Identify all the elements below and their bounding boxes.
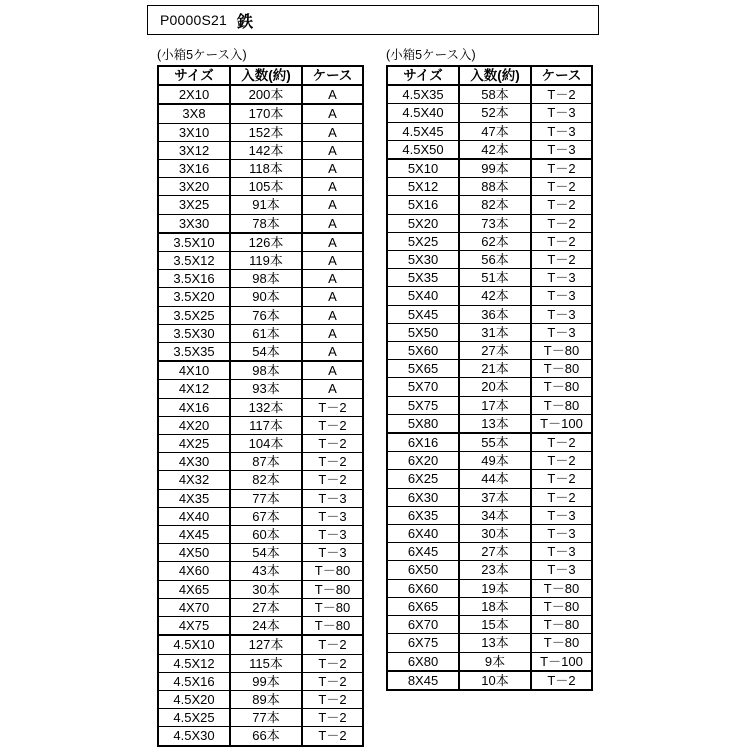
cell-case: T－3 [531,561,592,579]
cell-case: T－80 [531,396,592,414]
cell-count: 34本 [459,506,531,524]
cell-size: 6X35 [387,506,459,524]
cell-size: 4X35 [158,489,230,507]
cell-size: 3X20 [158,178,230,196]
cell-count: 36本 [459,305,531,323]
cell-size: 4.5X45 [387,122,459,140]
table-row [158,727,363,746]
table-row [158,544,363,562]
cell-count: 21本 [459,360,531,378]
cell-size: 4X25 [158,435,230,453]
table-row [387,525,592,543]
cell-count: 99本 [459,159,531,178]
table-row [387,287,592,305]
cell-case: T－80 [302,580,363,598]
cell-count: 67本 [230,507,302,525]
table-row [387,360,592,378]
header-row [158,66,363,85]
cell-count: 152本 [230,123,302,141]
cell-case: A [302,361,363,380]
cell-case: T－80 [302,562,363,580]
cell-case: T－2 [302,690,363,708]
cell-case: A [302,141,363,159]
cell-count: 55本 [459,433,531,452]
cell-count: 104本 [230,435,302,453]
cell-size: 5X65 [387,360,459,378]
table-row [387,506,592,524]
cell-size: 3.5X16 [158,270,230,288]
cell-size: 4.5X12 [158,654,230,672]
cell-size: 4.5X20 [158,690,230,708]
cell-size: 3X16 [158,160,230,178]
table-row [158,252,363,270]
table-row [158,306,363,324]
cell-count: 90本 [230,288,302,306]
table-row [387,342,592,360]
cell-count: 98本 [230,270,302,288]
table-caption-left: (小箱5ケース入) [157,48,247,62]
cell-size: 5X20 [387,214,459,232]
cell-size: 3.5X20 [158,288,230,306]
cell-size: 3.5X25 [158,306,230,324]
table-row [387,104,592,122]
cell-size: 4.5X16 [158,672,230,690]
cell-case: T－2 [531,85,592,104]
cell-case: T－2 [531,178,592,196]
cell-count: 78本 [230,214,302,233]
cell-case: T－2 [302,398,363,416]
product-title-box [147,5,599,35]
cell-size: 8X45 [387,671,459,690]
column-header-case: ケース [531,66,592,85]
table-row [158,343,363,362]
cell-size: 6X80 [387,652,459,671]
cell-size: 6X75 [387,634,459,652]
cell-case: T－80 [531,342,592,360]
cell-count: 142本 [230,141,302,159]
table-row [158,507,363,525]
cell-count: 118本 [230,160,302,178]
table-row [387,671,592,690]
cell-case: T－80 [531,634,592,652]
cell-count: 89本 [230,690,302,708]
cell-count: 77本 [230,489,302,507]
cell-size: 4X70 [158,598,230,616]
cell-case: A [302,214,363,233]
table-row [158,471,363,489]
cell-size: 6X40 [387,525,459,543]
table-row [387,305,592,323]
cell-count: 127本 [230,635,302,654]
table-row [387,634,592,652]
cell-case: T－2 [302,709,363,727]
cell-count: 98本 [230,361,302,380]
cell-size: 4X30 [158,453,230,471]
cell-size: 5X40 [387,287,459,305]
table-row [387,470,592,488]
cell-count: 15本 [459,616,531,634]
table-row [158,361,363,380]
cell-count: 77本 [230,709,302,727]
cell-count: 9本 [459,652,531,671]
cell-count: 30本 [459,525,531,543]
table-row [158,690,363,708]
cell-size: 4X10 [158,361,230,380]
cell-size: 2X10 [158,85,230,104]
cell-count: 88本 [459,178,531,196]
cell-case: T－2 [531,671,592,690]
cell-case: T－100 [531,652,592,671]
cell-case: T－80 [531,616,592,634]
header-row [387,66,592,85]
cell-count: 82本 [230,471,302,489]
table-row [387,452,592,470]
cell-case: T－100 [531,414,592,433]
table-row [387,579,592,597]
cell-count: 99本 [230,672,302,690]
cell-size: 4X45 [158,526,230,544]
cell-count: 54本 [230,544,302,562]
cell-count: 66本 [230,727,302,746]
table-row [158,324,363,342]
cell-count: 13本 [459,414,531,433]
cell-count: 61本 [230,324,302,342]
cell-case: T－3 [531,323,592,341]
table-row [387,178,592,196]
cell-size: 5X80 [387,414,459,433]
cell-count: 10本 [459,671,531,690]
table-row [158,435,363,453]
table-row [158,526,363,544]
cell-count: 42本 [459,287,531,305]
cell-size: 4X12 [158,380,230,398]
cell-case: T－80 [302,598,363,616]
cell-count: 17本 [459,396,531,414]
table-row [387,140,592,159]
cell-count: 126本 [230,233,302,252]
cell-size: 5X16 [387,196,459,214]
cell-case: T－2 [531,433,592,452]
cell-size: 5X25 [387,232,459,250]
cell-count: 37本 [459,488,531,506]
cell-size: 4X65 [158,580,230,598]
cell-count: 62本 [459,232,531,250]
cell-count: 76本 [230,306,302,324]
cell-size: 4X20 [158,416,230,434]
table-row [158,141,363,159]
cell-case: T－2 [302,435,363,453]
cell-count: 18本 [459,597,531,615]
table-row [387,323,592,341]
table-row [387,378,592,396]
table-row [387,159,592,178]
cell-size: 4X16 [158,398,230,416]
cell-size: 6X60 [387,579,459,597]
table-row [387,616,592,634]
cell-case: A [302,270,363,288]
cell-count: 30本 [230,580,302,598]
table-row [158,233,363,252]
cell-count: 31本 [459,323,531,341]
table-row [387,232,592,250]
table-row [158,104,363,123]
cell-size: 5X35 [387,269,459,287]
cell-case: T－3 [531,287,592,305]
cell-size: 5X75 [387,396,459,414]
cell-case: T－2 [302,672,363,690]
cell-size: 4X60 [158,562,230,580]
cell-case: A [302,306,363,324]
table-row [158,160,363,178]
cell-size: 4.5X40 [387,104,459,122]
table-row [158,288,363,306]
cell-count: 87本 [230,453,302,471]
table-row [158,380,363,398]
cell-size: 6X20 [387,452,459,470]
spec-table-block-left [157,47,364,747]
cell-count: 20本 [459,378,531,396]
column-header-count: 入数(約) [230,66,302,85]
table-row [158,178,363,196]
table-row [158,635,363,654]
cell-case: T－2 [531,232,592,250]
cell-size: 4.5X35 [387,85,459,104]
table-row [158,196,363,214]
table-row [387,396,592,414]
cell-size: 3.5X35 [158,343,230,362]
cell-case: T－3 [302,489,363,507]
column-header-size: サイズ [158,66,230,85]
cell-case: T－2 [531,452,592,470]
cell-case: T－3 [531,104,592,122]
spec-table-left [157,65,364,747]
cell-case: T－3 [531,140,592,159]
column-header-case: ケース [302,66,363,85]
cell-count: 43本 [230,562,302,580]
cell-count: 42本 [459,140,531,159]
cell-case: A [302,196,363,214]
table-row [387,196,592,214]
table-row [158,672,363,690]
table-row [387,251,592,269]
table-row [158,85,363,104]
cell-case: T－3 [531,122,592,140]
cell-case: T－2 [302,635,363,654]
table-body-left [158,85,363,745]
table-row [158,270,363,288]
cell-count: 200本 [230,85,302,104]
cell-case: T－80 [302,617,363,636]
cell-case: A [302,178,363,196]
product-material: 鉄 [237,13,254,31]
cell-size: 3X10 [158,123,230,141]
cell-count: 115本 [230,654,302,672]
cell-size: 4X40 [158,507,230,525]
cell-case: A [302,123,363,141]
cell-count: 54本 [230,343,302,362]
cell-case: T－2 [302,471,363,489]
cell-count: 47本 [459,122,531,140]
cell-size: 3X30 [158,214,230,233]
cell-case: T－2 [531,196,592,214]
cell-size: 5X10 [387,159,459,178]
cell-size: 5X30 [387,251,459,269]
table-row [158,598,363,616]
cell-size: 6X70 [387,616,459,634]
cell-case: T－2 [302,727,363,746]
table-row [158,580,363,598]
table-row [387,488,592,506]
cell-case: A [302,380,363,398]
cell-size: 6X50 [387,561,459,579]
cell-count: 27本 [230,598,302,616]
table-row [387,597,592,615]
cell-case: T－3 [531,506,592,524]
cell-size: 6X25 [387,470,459,488]
cell-count: 170本 [230,104,302,123]
cell-size: 4.5X30 [158,727,230,746]
table-row [158,416,363,434]
cell-size: 6X65 [387,597,459,615]
cell-size: 3.5X10 [158,233,230,252]
cell-size: 4.5X50 [387,140,459,159]
column-header-count: 入数(約) [459,66,531,85]
cell-size: 3.5X12 [158,252,230,270]
product-code: P0000S21 [160,12,227,28]
cell-size: 3.5X30 [158,324,230,342]
cell-case: A [302,324,363,342]
cell-size: 4X32 [158,471,230,489]
cell-case: T－3 [531,269,592,287]
cell-size: 3X8 [158,104,230,123]
cell-case: T－2 [531,159,592,178]
cell-count: 73本 [459,214,531,232]
cell-case: A [302,160,363,178]
cell-count: 91本 [230,196,302,214]
cell-count: 19本 [459,579,531,597]
table-row [387,214,592,232]
cell-size: 6X45 [387,543,459,561]
table-body-right [387,85,592,690]
table-row [387,543,592,561]
cell-case: T－80 [531,597,592,615]
cell-count: 51本 [459,269,531,287]
cell-case: T－80 [531,378,592,396]
table-header-left [158,66,363,85]
table-row [158,214,363,233]
cell-case: T－2 [302,416,363,434]
cell-size: 4.5X25 [158,709,230,727]
cell-case: T－3 [302,526,363,544]
cell-count: 24本 [230,617,302,636]
cell-count: 13本 [459,634,531,652]
cell-case: T－2 [302,654,363,672]
table-row [387,652,592,671]
cell-case: A [302,233,363,252]
cell-case: T－3 [531,525,592,543]
table-row [158,453,363,471]
cell-count: 49本 [459,452,531,470]
cell-count: 27本 [459,342,531,360]
cell-case: T－80 [531,579,592,597]
cell-case: T－80 [531,360,592,378]
column-header-size: サイズ [387,66,459,85]
table-caption-right: (小箱5ケース入) [386,48,476,62]
cell-case: A [302,343,363,362]
cell-case: T－2 [531,214,592,232]
table-row [387,122,592,140]
cell-count: 105本 [230,178,302,196]
table-row [387,269,592,287]
cell-size: 3X25 [158,196,230,214]
cell-count: 52本 [459,104,531,122]
cell-size: 5X50 [387,323,459,341]
cell-count: 27本 [459,543,531,561]
cell-size: 5X12 [387,178,459,196]
cell-count: 58本 [459,85,531,104]
table-row [158,123,363,141]
cell-size: 6X16 [387,433,459,452]
cell-case: A [302,252,363,270]
cell-case: T－3 [302,544,363,562]
cell-count: 93本 [230,380,302,398]
cell-case: T－3 [531,305,592,323]
table-row [387,433,592,452]
table-row [158,489,363,507]
cell-count: 132本 [230,398,302,416]
table-row [158,654,363,672]
cell-case: T－2 [302,453,363,471]
cell-count: 44本 [459,470,531,488]
cell-case: A [302,288,363,306]
cell-size: 6X30 [387,488,459,506]
table-row [158,709,363,727]
cell-size: 5X45 [387,305,459,323]
cell-case: T－3 [302,507,363,525]
cell-case: T－2 [531,251,592,269]
cell-count: 23本 [459,561,531,579]
table-row [158,562,363,580]
table-row [387,561,592,579]
cell-size: 3X12 [158,141,230,159]
cell-count: 117本 [230,416,302,434]
cell-size: 5X60 [387,342,459,360]
cell-size: 4X50 [158,544,230,562]
cell-size: 4.5X10 [158,635,230,654]
spec-table-block-right [386,47,593,691]
cell-count: 119本 [230,252,302,270]
cell-case: T－3 [531,543,592,561]
cell-count: 82本 [459,196,531,214]
cell-size: 4X75 [158,617,230,636]
cell-case: A [302,104,363,123]
table-header-right [387,66,592,85]
table-row [158,398,363,416]
cell-case: A [302,85,363,104]
spec-table-right [386,65,593,691]
cell-size: 5X70 [387,378,459,396]
cell-count: 60本 [230,526,302,544]
table-row [387,414,592,433]
cell-case: T－2 [531,470,592,488]
table-row [387,85,592,104]
cell-count: 56本 [459,251,531,269]
cell-case: T－2 [531,488,592,506]
table-row [158,617,363,636]
